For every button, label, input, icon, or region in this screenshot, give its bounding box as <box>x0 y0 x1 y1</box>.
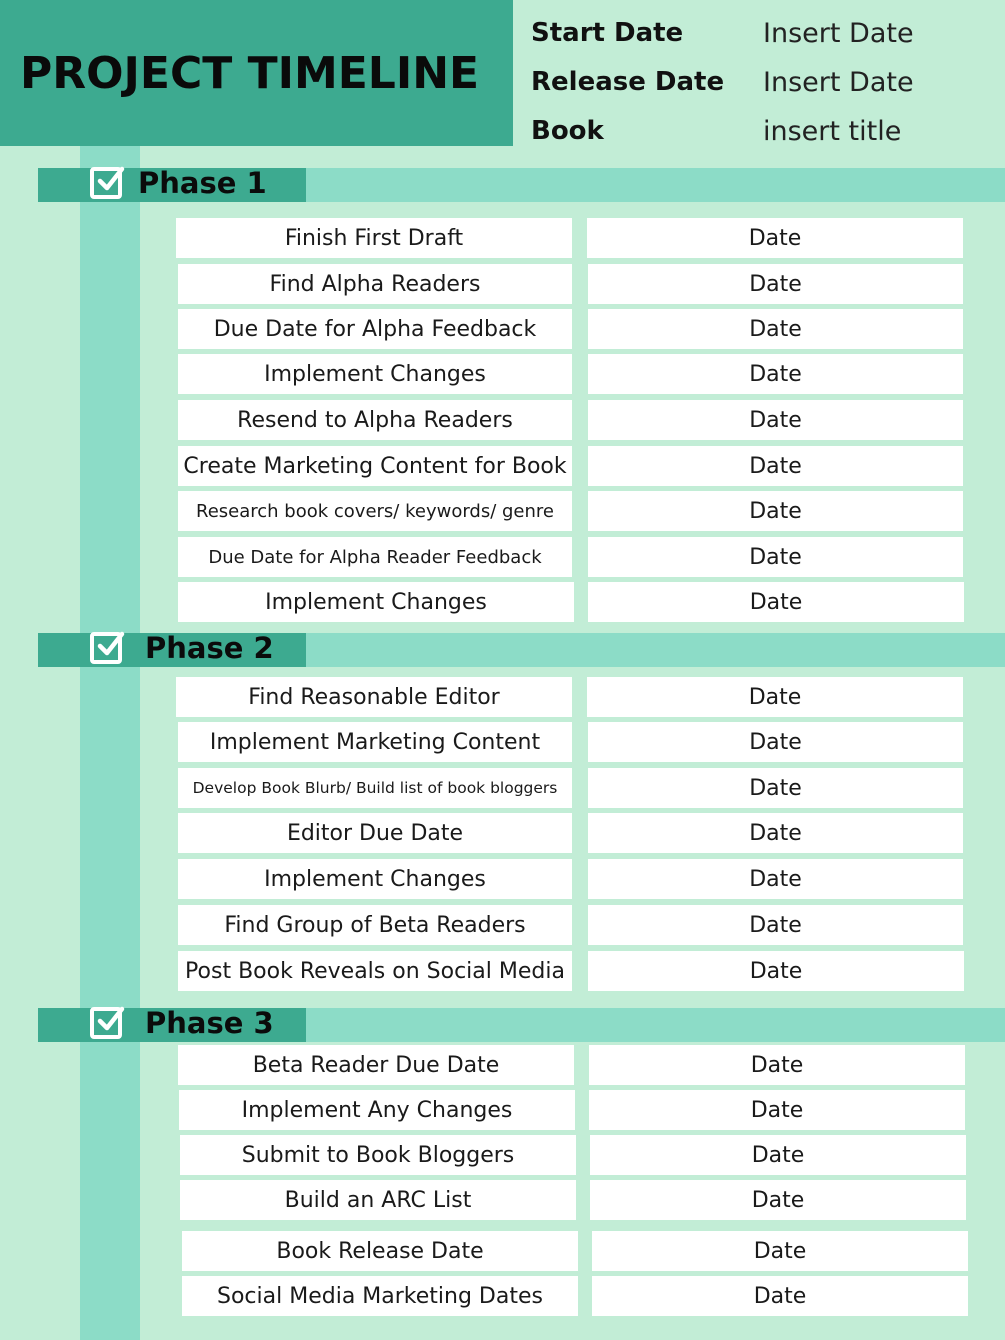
date-cell[interactable]: Date <box>587 218 963 258</box>
checkmark-icon <box>96 165 126 195</box>
phase-3-label: Phase 3 <box>145 1006 274 1040</box>
date-cell[interactable]: Date <box>588 859 963 899</box>
task-cell[interactable]: Research book covers/ keywords/ genre <box>178 491 572 531</box>
task-cell[interactable]: Due Date for Alpha Reader Feedback <box>178 537 572 577</box>
title-block <box>0 0 513 146</box>
task-cell[interactable]: Implement Any Changes <box>179 1090 575 1130</box>
start-date-label: Start Date <box>531 18 684 48</box>
start-date-value[interactable]: Insert Date <box>763 18 914 49</box>
date-cell[interactable]: Date <box>588 354 963 394</box>
timeline-stripe <box>80 146 140 1340</box>
phase-1-label: Phase 1 <box>138 166 267 200</box>
checkmark-icon <box>96 1005 126 1035</box>
task-cell[interactable]: Social Media Marketing Dates <box>182 1276 578 1316</box>
task-cell[interactable]: Implement Changes <box>178 582 574 622</box>
phase-2-label: Phase 2 <box>145 631 274 665</box>
date-cell[interactable]: Date <box>592 1231 968 1271</box>
checkbox-icon[interactable] <box>90 632 122 664</box>
release-date-row <box>531 67 991 107</box>
task-cell[interactable]: Book Release Date <box>182 1231 578 1271</box>
task-cell[interactable]: Create Marketing Content for Book <box>178 446 572 486</box>
date-cell[interactable]: Date <box>588 491 963 531</box>
release-date-value[interactable]: Insert Date <box>763 67 914 98</box>
phase-2-header <box>38 633 1005 667</box>
date-cell[interactable]: Date <box>588 813 963 853</box>
date-cell[interactable]: Date <box>588 905 963 945</box>
date-cell[interactable]: Date <box>588 582 964 622</box>
date-cell[interactable]: Date <box>588 309 963 349</box>
task-cell[interactable]: Find Reasonable Editor <box>176 677 572 717</box>
date-cell[interactable]: Date <box>588 768 963 808</box>
checkbox-icon[interactable] <box>90 167 122 199</box>
task-cell[interactable]: Develop Book Blurb/ Build list of book bloggers <box>178 768 572 808</box>
phase-1-header <box>38 168 1005 202</box>
task-cell[interactable]: Find Group of Beta Readers <box>178 905 572 945</box>
phase-3-header <box>38 1008 1005 1042</box>
page-title: PROJECT TIMELINE <box>20 48 480 99</box>
date-cell[interactable]: Date <box>592 1276 968 1316</box>
date-cell[interactable]: Date <box>588 951 964 991</box>
task-cell[interactable]: Due Date for Alpha Feedback <box>178 309 572 349</box>
checkmark-icon <box>96 630 126 660</box>
book-title-value[interactable]: insert title <box>763 116 902 147</box>
date-cell[interactable]: Date <box>590 1180 966 1220</box>
book-label: Book <box>531 116 604 146</box>
date-cell[interactable]: Date <box>590 1135 966 1175</box>
start-date-row <box>531 18 991 58</box>
date-cell[interactable]: Date <box>588 446 963 486</box>
date-cell[interactable]: Date <box>588 722 963 762</box>
date-cell[interactable]: Date <box>588 400 963 440</box>
book-row <box>531 116 991 156</box>
task-cell[interactable]: Implement Changes <box>178 354 572 394</box>
date-cell[interactable]: Date <box>589 1090 965 1130</box>
date-cell[interactable]: Date <box>589 1045 965 1085</box>
task-cell[interactable]: Build an ARC List <box>180 1180 576 1220</box>
date-cell[interactable]: Date <box>588 264 963 304</box>
task-cell[interactable]: Find Alpha Readers <box>178 264 572 304</box>
task-cell[interactable]: Post Book Reveals on Social Media <box>178 951 572 991</box>
date-cell[interactable]: Date <box>587 677 963 717</box>
task-cell[interactable]: Implement Changes <box>178 859 572 899</box>
date-cell[interactable]: Date <box>588 537 963 577</box>
task-cell[interactable]: Editor Due Date <box>178 813 572 853</box>
checkbox-icon[interactable] <box>90 1007 122 1039</box>
task-cell[interactable]: Resend to Alpha Readers <box>178 400 572 440</box>
task-cell[interactable]: Submit to Book Bloggers <box>180 1135 576 1175</box>
release-date-label: Release Date <box>531 67 725 97</box>
task-cell[interactable]: Finish First Draft <box>176 218 572 258</box>
task-cell[interactable]: Beta Reader Due Date <box>178 1045 574 1085</box>
task-cell[interactable]: Implement Marketing Content <box>178 722 572 762</box>
